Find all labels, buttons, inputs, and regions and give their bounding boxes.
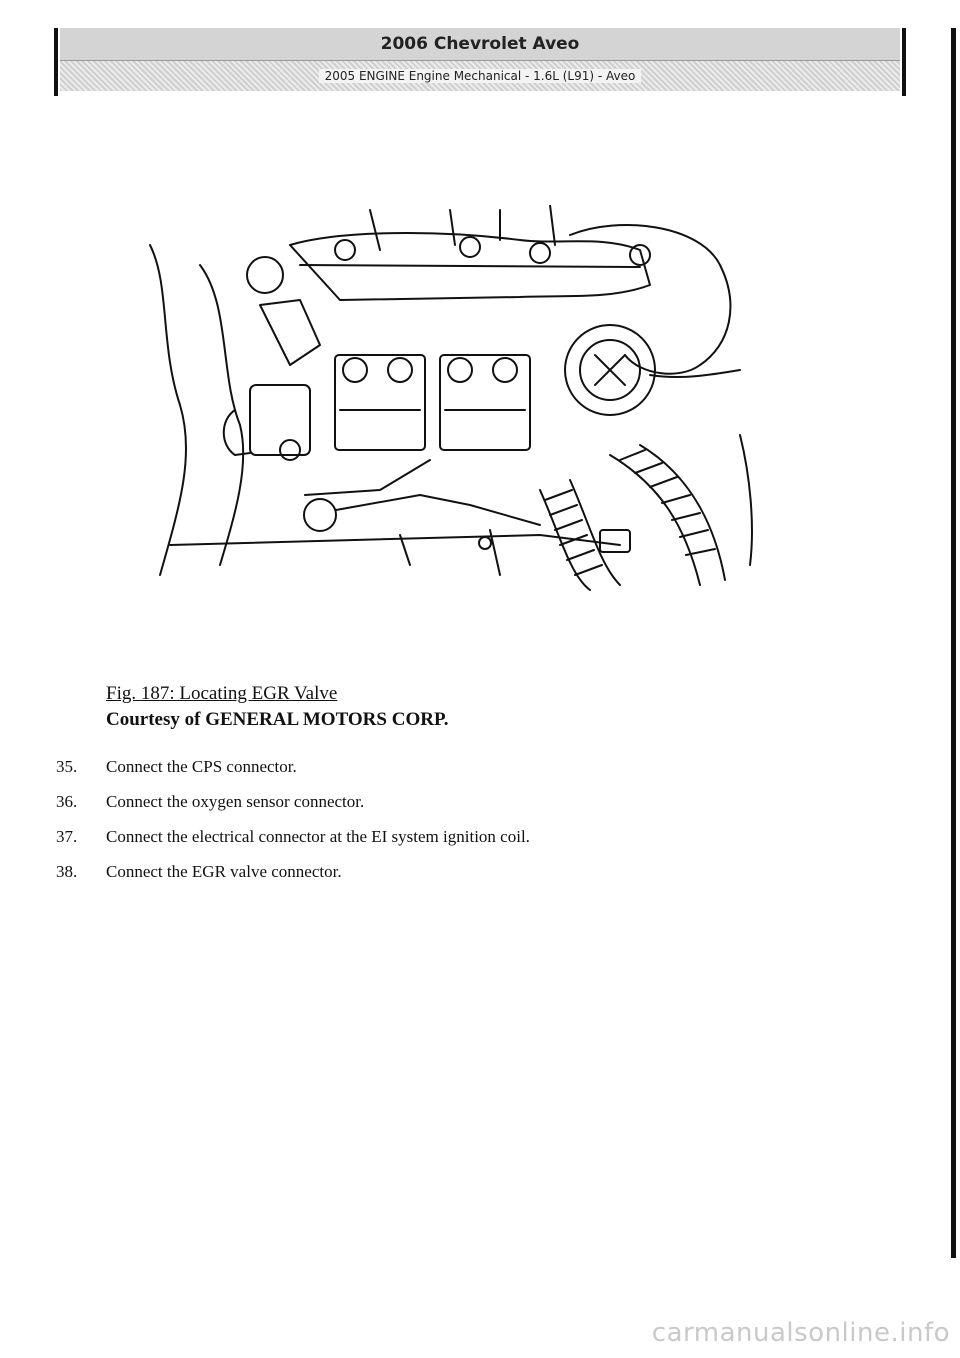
watermark: carmanualsonline.info [651,1318,950,1348]
procedure-step [56,860,530,895]
step-text: Connect the electrical connector at the EI system ignition coil. [106,827,530,846]
step-number: 38. [56,862,78,881]
figure-caption: Fig. 187: Locating EGR Valve [106,683,338,704]
step-text: Connect the CPS connector. [106,757,297,776]
header-frame-left [54,28,58,96]
document-subtitle-bar [60,61,900,91]
procedure-step [56,825,530,860]
step-text: Connect the EGR valve connector. [106,862,342,881]
procedure-steps [56,755,530,895]
figure-credit: Courtesy of GENERAL MOTORS CORP. [106,709,449,730]
procedure-step [56,755,530,790]
step-number: 37. [56,827,78,846]
procedure-step [56,790,530,825]
header-frame-right [902,28,906,96]
document-title-bar [60,28,900,61]
page-edge [951,28,956,1258]
step-number: 35. [56,757,78,776]
engine-egr-valve-illustration [140,205,760,605]
step-text: Connect the oxygen sensor connector. [106,792,365,811]
document-subtitle: 2005 ENGINE Engine Mechanical - 1.6L (L91) - Aveo [319,69,642,83]
step-number: 36. [56,792,78,811]
document-title: 2006 Chevrolet Aveo [380,34,580,54]
